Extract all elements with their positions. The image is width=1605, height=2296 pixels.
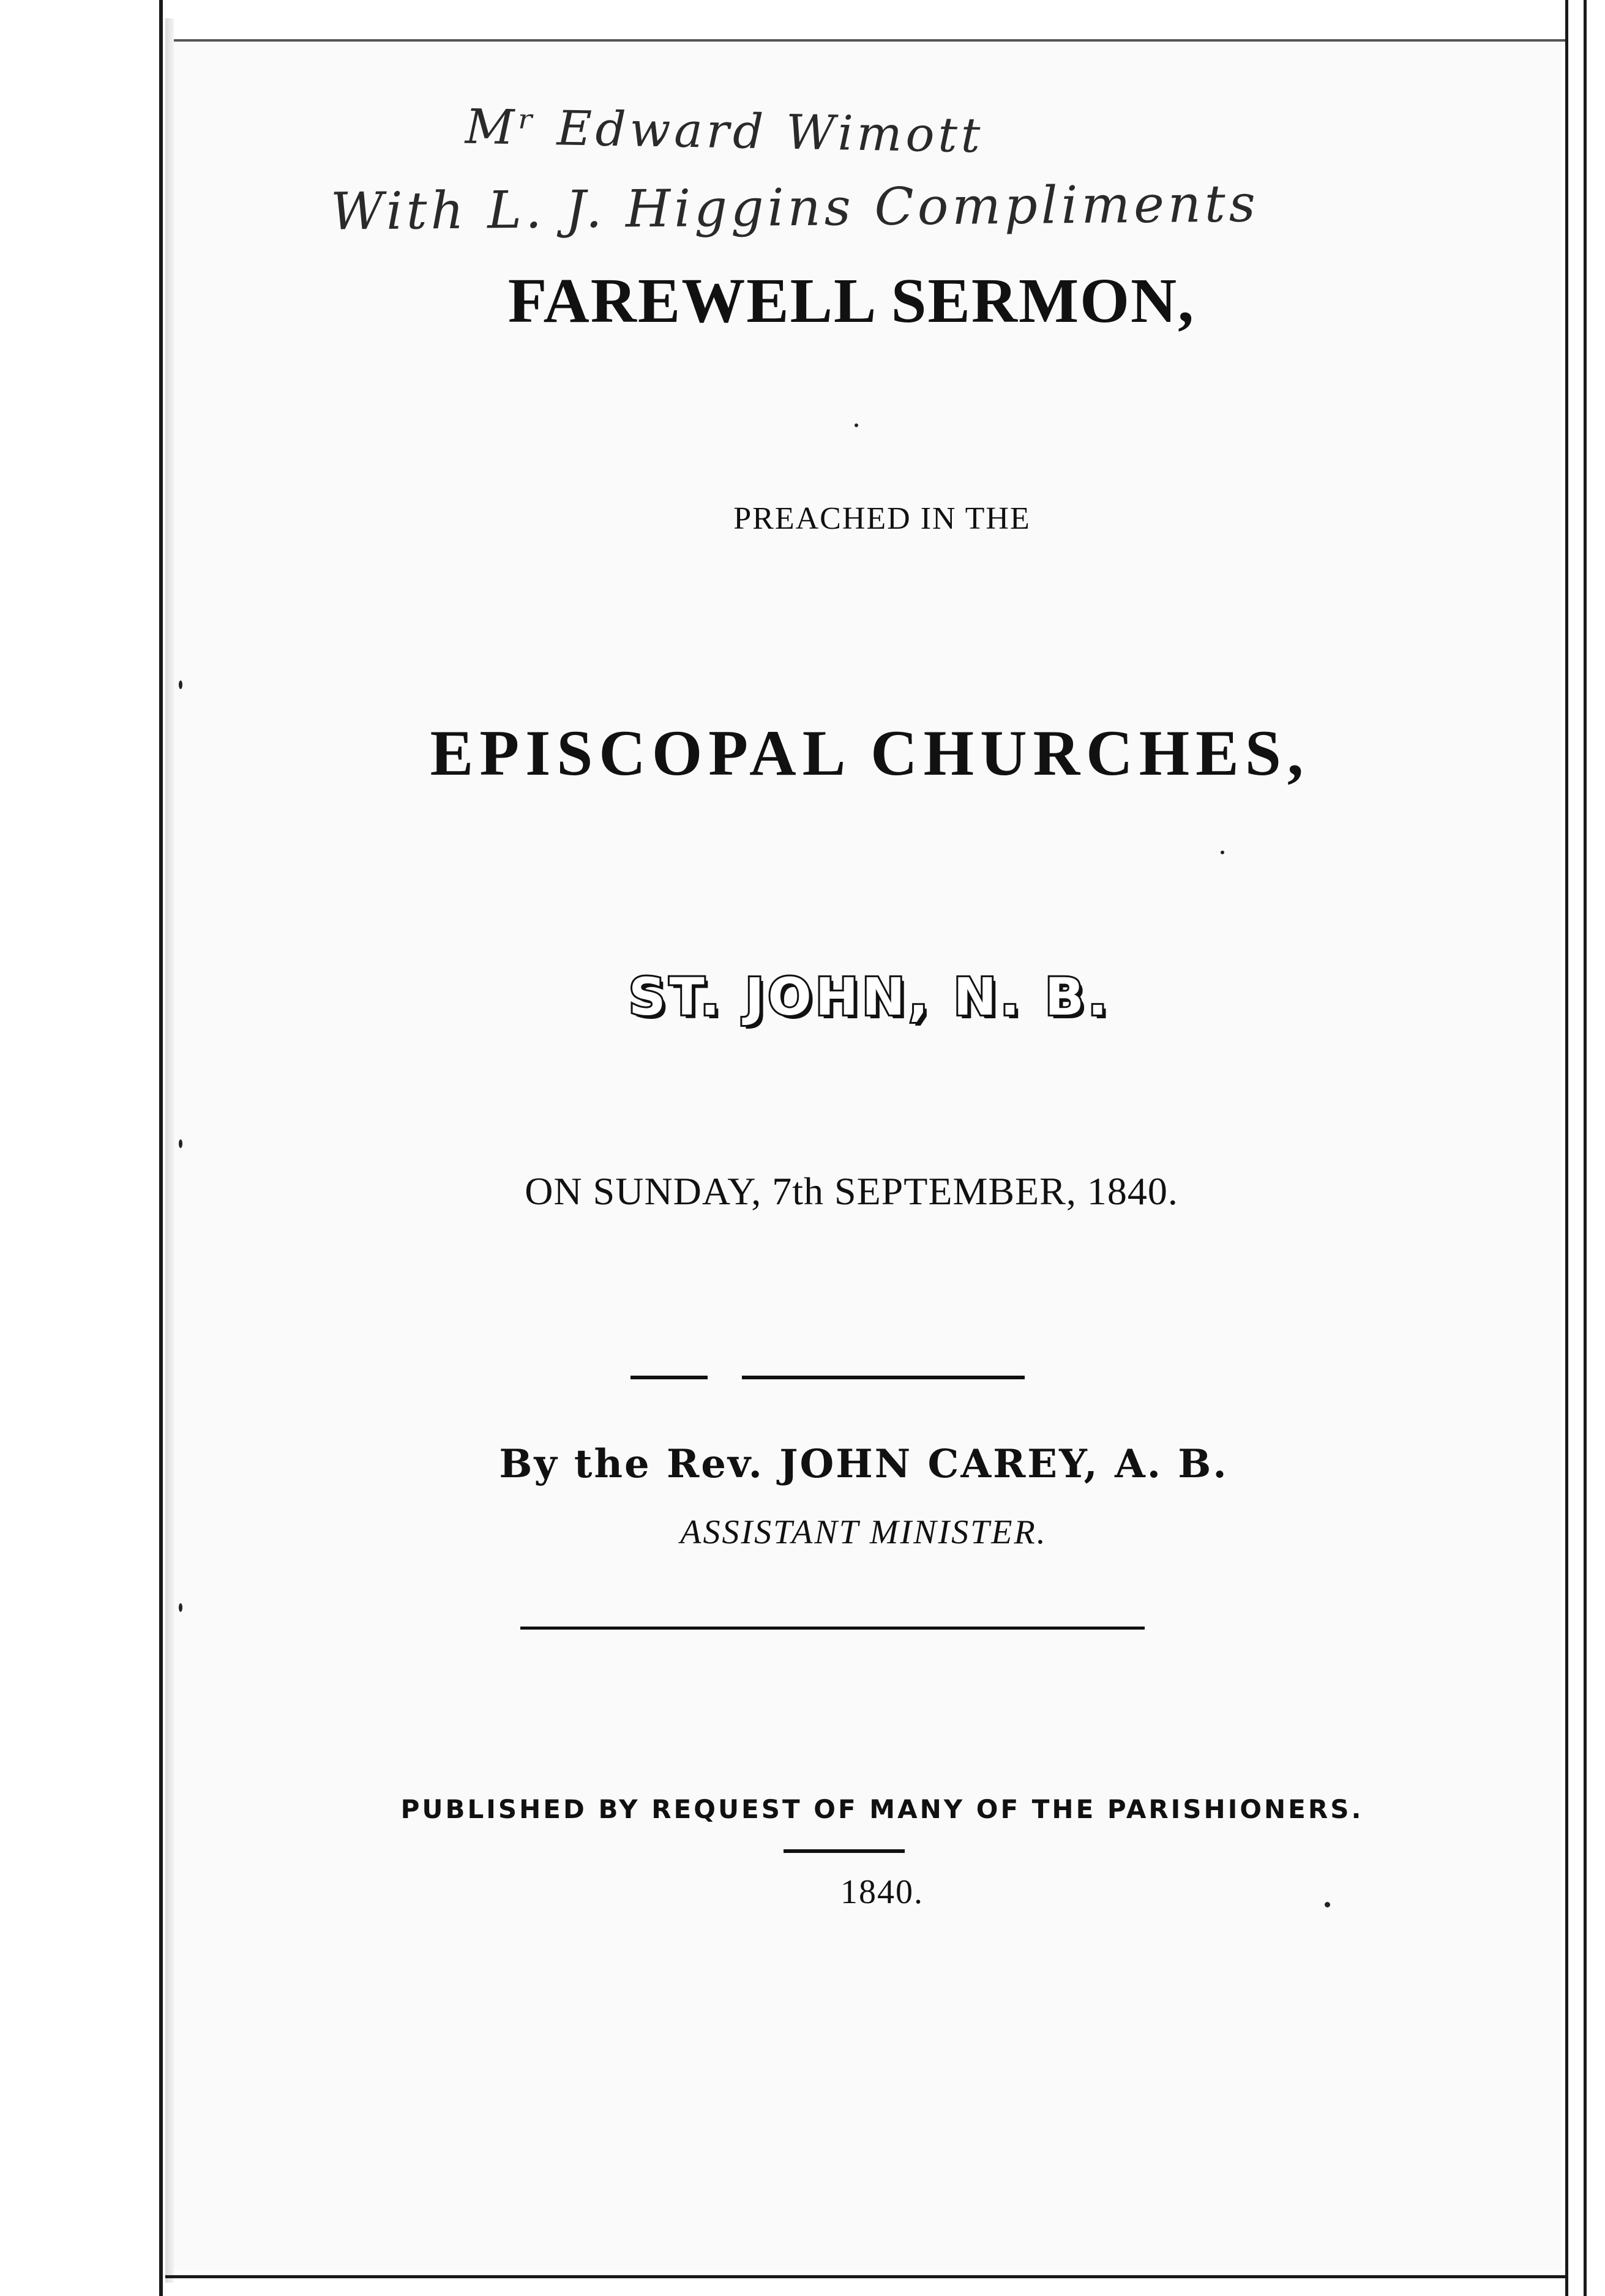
title-page — [174, 43, 1562, 2270]
handwritten-inscription-line1: Mʳ Edward Wimott — [465, 99, 984, 164]
divider-rule-short — [630, 1376, 708, 1379]
churches-title: EPISCOPAL CHURCHES, — [430, 717, 1310, 789]
divider-rule-long — [742, 1376, 1025, 1379]
publication-year: 1840. — [840, 1873, 924, 1911]
publication-note: PUBLISHED BY REQUEST OF MANY OF THE PARISHIONERS. — [400, 1794, 1364, 1824]
ink-speck — [179, 680, 182, 689]
main-title: FAREWELL SERMON, — [507, 266, 1195, 336]
ink-speck — [855, 423, 858, 427]
preached-line: PREACHED IN THE — [733, 501, 1031, 536]
right-frame-line — [1584, 0, 1587, 2296]
page-bottom-edge — [165, 2275, 1568, 2278]
place-name: ST. JOHN, N. B. — [628, 967, 1111, 1027]
ink-speck — [179, 1603, 182, 1612]
author-byline: By the Rev. JOHN CAREY, A. B. — [499, 1441, 1229, 1487]
page-gutter — [165, 18, 174, 2283]
author-role: ASSISTANT MINISTER. — [680, 1513, 1047, 1551]
ink-speck — [1221, 851, 1224, 854]
sermon-date: ON SUNDAY, 7th SEPTEMBER, 1840. — [525, 1169, 1178, 1213]
facing-page — [0, 0, 163, 2296]
ink-speck — [179, 1139, 182, 1148]
divider-rule-year — [784, 1849, 905, 1853]
ink-speck — [1325, 1902, 1330, 1907]
divider-rule-wide — [520, 1627, 1145, 1630]
handwritten-inscription-line2: With L. J. Higgins Compliments — [330, 173, 1260, 242]
page-top-edge — [174, 39, 1568, 42]
